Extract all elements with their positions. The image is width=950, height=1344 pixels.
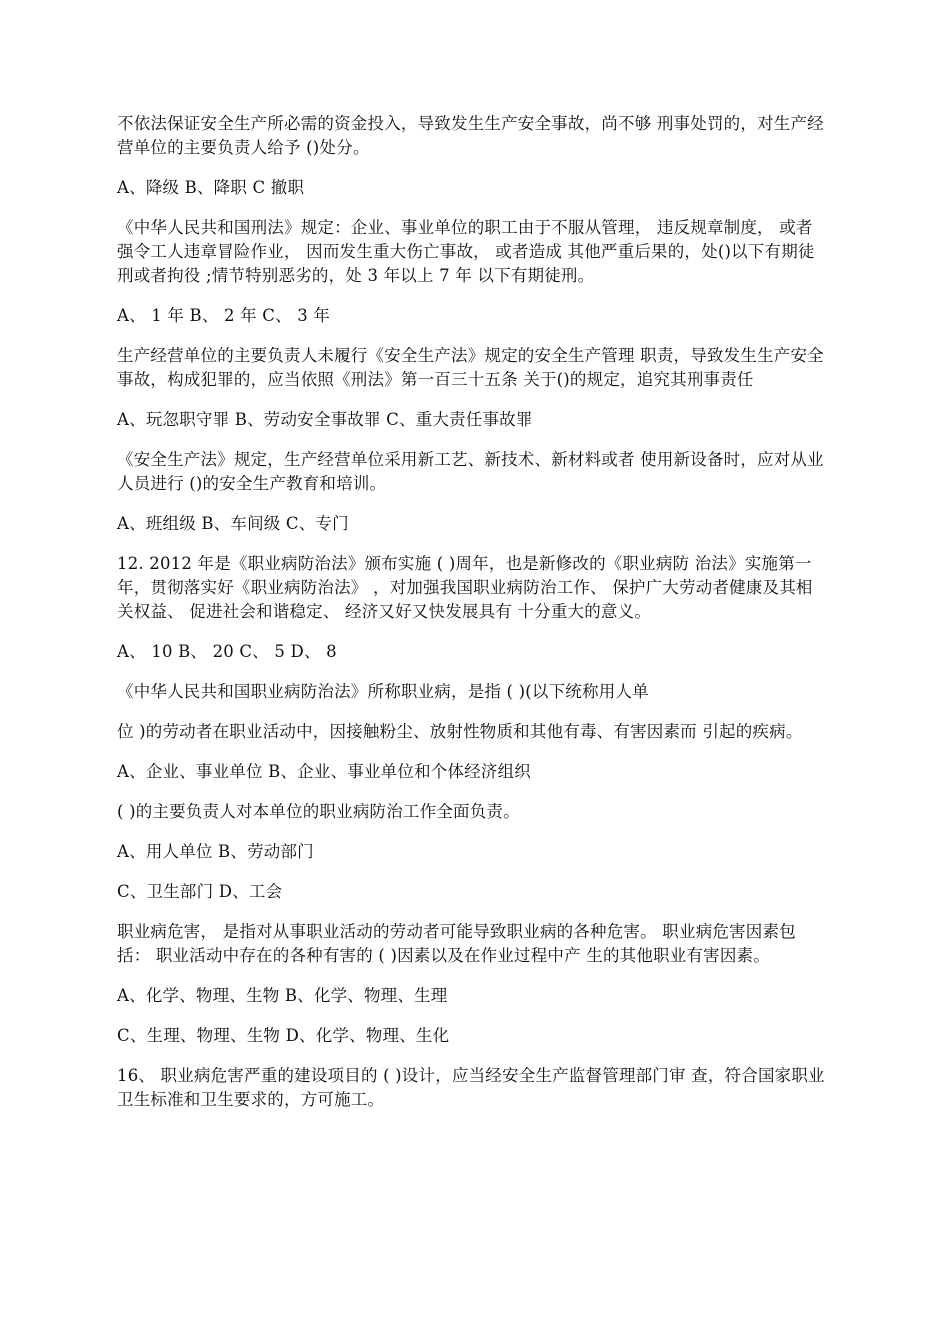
answer-options: A、 10 B、 20 C、 5 D、 8 (117, 642, 337, 661)
answer-options: A、用人单位 B、劳动部门 (117, 842, 314, 861)
answer-options: A、 1 年 B、 2 年 C、 3 年 (117, 306, 331, 325)
question-paragraph: 位 )的劳动者在职业活动中，因接触粉尘、放射性物质和其他有毒、有害因素而 引起的疾病。 (117, 722, 803, 741)
answer-options: C、卫生部门 D、工会 (117, 882, 283, 901)
answer-options: A、化学、物理、生物 B、化学、物理、生理 (117, 986, 448, 1005)
answer-options: A、降级 B、降职 C 撤职 (117, 178, 305, 197)
answer-options: A、玩忽职守罪 B、劳动安全事故罪 C、重大责任事故罪 (117, 410, 533, 429)
question-paragraph: 《中华人民共和国刑法》规定：企业、事业单位的职工由于不服从管理， 违反规章制度， 或者强令工人违章冒险作业， 因而发生重大伤亡事故， 或者造成 其他严重后果的，处()以下有期徒刑或者拘役 ;情节特别恶劣的，处 3 年以上 7 年 以下有期徒刑。 (117, 218, 815, 285)
answer-options: A、班组级 B、车间级 C、专门 (117, 514, 349, 533)
question-paragraph: 不依法保证安全生产所必需的资金投入，导致发生生产安全事故，尚不够 刑事处罚的，对生产经营单位的主要负责人给予 ()处分。 (117, 114, 824, 157)
answer-options: A、企业、事业单位 B、企业、事业单位和个体经济组织 (117, 762, 531, 781)
question-paragraph: 生产经营单位的主要负责人未履行《安全生产法》规定的安全生产管理 职责，导致发生生产安全事故，构成犯罪的，应当依照《刑法》第一百三十五条 关于()的规定，追究其刑事责任 (117, 346, 824, 389)
question-paragraph: 《安全生产法》规定，生产经营单位采用新工艺、新技术、新材料或者 使用新设备时，应对从业人员进行 ()的安全生产教育和培训。 (117, 450, 824, 493)
question-paragraph: 职业病危害， 是指对从事职业活动的劳动者可能导致职业病的各种危害。 职业病危害因素包括： 职业活动中存在的各种有害的 ( )因素以及在作业过程中产 生的其他职业有害因素。 (117, 922, 796, 965)
question-paragraph: 《中华人民共和国职业病防治法》所称职业病，是指 ( )(以下统称用人单 (117, 682, 649, 701)
question-paragraph: 12. 2012 年是《职业病防治法》颁布实施 ( )周年，也是新修改的《职业病防 治法》实施第一年，贯彻落实好《职业病防治法》 ，对加强我国职业病防治工作、 保护广大劳动者健康及其相关权益、 促进社会和谐稳定、 经济又好又快发展具有 十分重大的意义。 (117, 554, 813, 621)
answer-options: C、生理、物理、生物 D、化学、物理、生化 (117, 1026, 450, 1045)
question-paragraph: ( )的主要负责人对本单位的职业病防治工作全面负责。 (117, 802, 520, 821)
question-paragraph: 16、 职业病危害严重的建设项目的 ( )设计，应当经安全生产监督管理部门审 查，符合国家职业卫生标准和卫生要求的，方可施工。 (117, 1066, 825, 1109)
document-page (117, 112, 829, 1128)
